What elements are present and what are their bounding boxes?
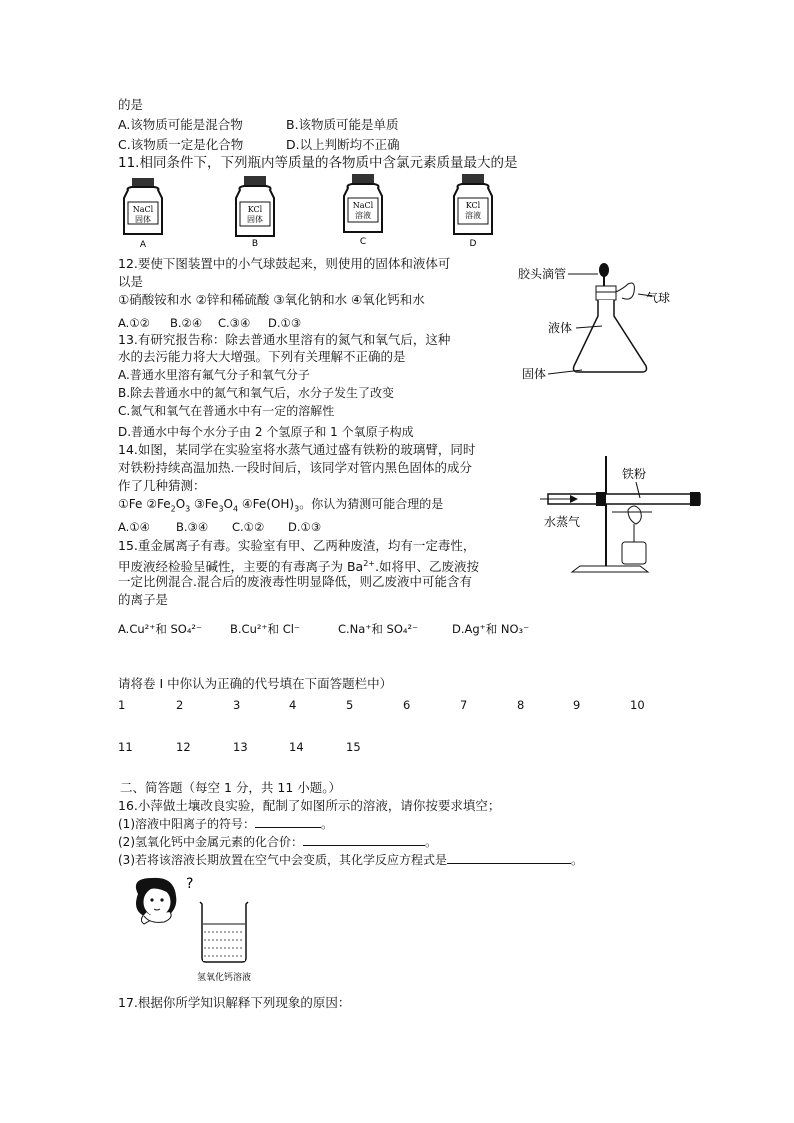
q15-option-a: A.Cu²⁺和 SO₄²⁻ <box>118 622 203 636</box>
q11-bottles-figure <box>118 172 498 252</box>
q16-part1-end: 。 <box>321 817 334 831</box>
q12-stem2: 以是 <box>118 274 144 289</box>
answer-cell[interactable]: 3 <box>233 698 241 712</box>
q16-stem: 16.小萍做土壤改良实验，配制了如图所示的溶液，请你按要求填空； <box>118 798 501 813</box>
q13-option-a: A.普通水里溶有氟气分子和氧气分子 <box>118 368 310 382</box>
q10-option-a: A.该物质可能是混合物 <box>118 117 243 132</box>
liquid-label: 液体 <box>548 321 573 335</box>
q11-stem: 11.相同条件下，下列瓶内等质量的各物质中含氯元素质量最大的是 <box>118 155 518 171</box>
q10-options-ab <box>118 117 399 133</box>
q13-option-c: C.氮气和氧气在普通水中有一定的溶解性 <box>118 404 335 418</box>
steam-label: 水蒸气 <box>544 515 581 529</box>
q15-option-d: D.Ag⁺和 NO₃⁻ <box>452 622 530 636</box>
q12-option-a: A.①② <box>118 316 150 330</box>
bottle-a-letter: A <box>139 240 147 250</box>
q15-stem3: 一定比例混合.混合后的废液毒性明显降低，则乙废液中可能含有 <box>118 574 472 589</box>
q14-apparatus-figure <box>540 450 720 580</box>
bottle-a <box>124 178 162 250</box>
q16-part2-text: (2)氢氧化钙中金属元素的化合价： <box>118 835 303 849</box>
q14-items <box>118 496 443 517</box>
q14-sub: 3 <box>218 504 224 514</box>
beaker-caption: 氢氧化钙溶液 <box>196 973 252 983</box>
bottle-d <box>454 174 492 249</box>
q13-option-d: D.普通水中每个水分子由 2 个氢原子和 1 个氧原子构成 <box>118 425 414 439</box>
q14-item-text: ③Fe <box>190 497 219 511</box>
q15-option-b: B.Cu²⁺和 Cl⁻ <box>230 622 300 636</box>
q10-option-d: D.以上判断均不正确 <box>286 137 400 152</box>
bottle-b-letter: B <box>251 239 259 249</box>
q14-options <box>118 519 322 535</box>
bottle-a-label2: 固体 <box>135 215 151 224</box>
q16-part2-blank[interactable] <box>303 834 425 846</box>
q14-stem2: 对铁粉持续高温加热.一段时间后，该同学对管内黑色固体的成分 <box>118 460 472 475</box>
q16-part2-end: 。 <box>425 835 438 849</box>
q16-part3-blank[interactable] <box>447 852 571 864</box>
q14-item-text: ①Fe ②Fe <box>118 497 171 511</box>
q14-option-c: C.①② <box>232 520 265 534</box>
dropper-label: 胶头滴管 <box>518 267 567 281</box>
bottle-b-label1: KCl <box>247 205 263 214</box>
bottle-d-label1: KCl <box>465 201 481 210</box>
balloon-label: 气球 <box>646 291 671 305</box>
q16-part1 <box>118 816 333 832</box>
q13-stem1: 13.有研究报告称：除去普通水里溶有的氮气和氧气后，这种 <box>118 332 451 347</box>
q12-option-c: C.③④ <box>218 316 251 330</box>
q14-option-b: B.③④ <box>176 520 209 534</box>
bottle-c-letter: C <box>359 237 367 247</box>
q14-sub: 3 <box>185 504 191 514</box>
q14-item-text: O <box>175 497 186 511</box>
q16-part3-end: 。 <box>571 853 584 867</box>
answer-note: 请将卷 I 中你认为正确的代号填在下面答题栏中） <box>118 676 393 691</box>
answer-cell[interactable]: 12 <box>176 740 191 754</box>
q15-stem4: 的离子是 <box>118 592 169 607</box>
q13-stem2: 水的去污能力将大大增强。下列有关理解不正确的是 <box>118 349 406 364</box>
answer-cell[interactable]: 7 <box>460 698 468 712</box>
q14-item-text: 。你认为猜测可能合理的是 <box>299 497 444 511</box>
q14-stem1: 14.如图，某同学在实验室将水蒸气通过盛有铁粉的玻璃臂，同时 <box>118 442 476 457</box>
q15-stem2 <box>118 556 479 575</box>
q15-stem2-tail: .如将甲、乙废液按 <box>375 559 479 575</box>
q12-option-d: D.①③ <box>268 316 302 330</box>
answer-cell[interactable]: 15 <box>346 740 361 754</box>
answer-cell[interactable]: 11 <box>118 740 133 754</box>
girl-illustration <box>136 878 176 924</box>
bottle-d-label2: 溶液 <box>465 211 481 220</box>
answer-cell[interactable]: 6 <box>403 698 411 712</box>
section2-title: 二、简答题（每空 1 分，共 11 小题。） <box>120 780 342 795</box>
iron-label: 铁粉 <box>622 467 647 481</box>
q12-flask-figure <box>512 258 692 388</box>
q14-stem3: 作了几种猜测： <box>118 478 206 493</box>
answer-cell[interactable]: 9 <box>573 698 581 712</box>
q10-options-cd <box>118 137 400 153</box>
answer-cell[interactable]: 2 <box>176 698 184 712</box>
q12-option-b: B.②④ <box>170 316 203 330</box>
answer-cell[interactable]: 5 <box>346 698 354 712</box>
q17-stem: 17.根据你所学知识解释下列现象的原因： <box>118 995 351 1010</box>
q15-stem2-text: 甲废液经检验呈碱性，主要的有毒离子为 Ba <box>118 559 364 575</box>
answer-cell[interactable]: 14 <box>289 740 304 754</box>
answer-cell[interactable]: 4 <box>289 698 297 712</box>
q14-sub: 2 <box>170 504 176 514</box>
q15-stem1: 15.重金属离子有毒。实验室有甲、乙两种废渣，均有一定毒性， <box>118 538 476 553</box>
answer-cell[interactable]: 1 <box>118 698 126 712</box>
answer-cell[interactable]: 10 <box>630 698 645 712</box>
q16-part1-blank[interactable] <box>255 816 321 828</box>
q16-part3 <box>118 852 583 868</box>
bottle-c <box>344 174 382 247</box>
answer-cell[interactable]: 8 <box>517 698 525 712</box>
beaker <box>200 902 248 962</box>
answer-cell[interactable]: 13 <box>233 740 248 754</box>
q10-option-b: B.该物质可能是单质 <box>286 117 399 132</box>
q13-option-b: B.除去普通水中的氮气和氧气后，水分子发生了改变 <box>118 386 395 400</box>
bottle-a-label1: NaCl <box>132 205 154 214</box>
q16-beaker-figure <box>124 872 284 990</box>
q10-option-c: C.该物质一定是化合物 <box>118 137 244 152</box>
q16-part1-text: (1)溶液中阳离子的符号： <box>118 817 255 831</box>
q10-tail: 的是 <box>118 97 144 112</box>
q12-options <box>118 315 302 331</box>
q16-part2 <box>118 834 437 850</box>
q14-option-d: D.①③ <box>288 520 322 534</box>
q14-sub: 3 <box>294 504 300 514</box>
q12-items: ①硝酸铵和水 ②锌和稀硫酸 ③氧化钠和水 ④氧化钙和水 <box>118 292 425 307</box>
q14-sub: 4 <box>232 504 239 514</box>
bottle-b <box>236 176 274 249</box>
bottle-b-label2: 固体 <box>247 215 263 224</box>
q14-item-text: O <box>223 497 233 511</box>
bottle-d-letter: D <box>469 239 477 249</box>
bottle-c-label1: NaCl <box>352 201 374 210</box>
q12-stem1: 12.要使下图装置中的小气球鼓起来，则使用的固体和液体可 <box>118 256 451 271</box>
q14-item-text: ④Fe(OH) <box>238 497 295 511</box>
bottle-c-label2: 溶液 <box>355 211 371 220</box>
q15-option-c: C.Na⁺和 SO₄²⁻ <box>338 622 419 636</box>
girl-question-mark: ? <box>186 876 194 892</box>
q16-part3-text: (3)若将该溶液长期放置在空气中会变质，其化学反应方程式是 <box>118 853 448 867</box>
q15-ba-charge: 2+ <box>363 559 376 568</box>
solid-label: 固体 <box>522 367 547 381</box>
q14-option-a: A.①④ <box>118 520 150 534</box>
q15-options <box>118 621 530 637</box>
